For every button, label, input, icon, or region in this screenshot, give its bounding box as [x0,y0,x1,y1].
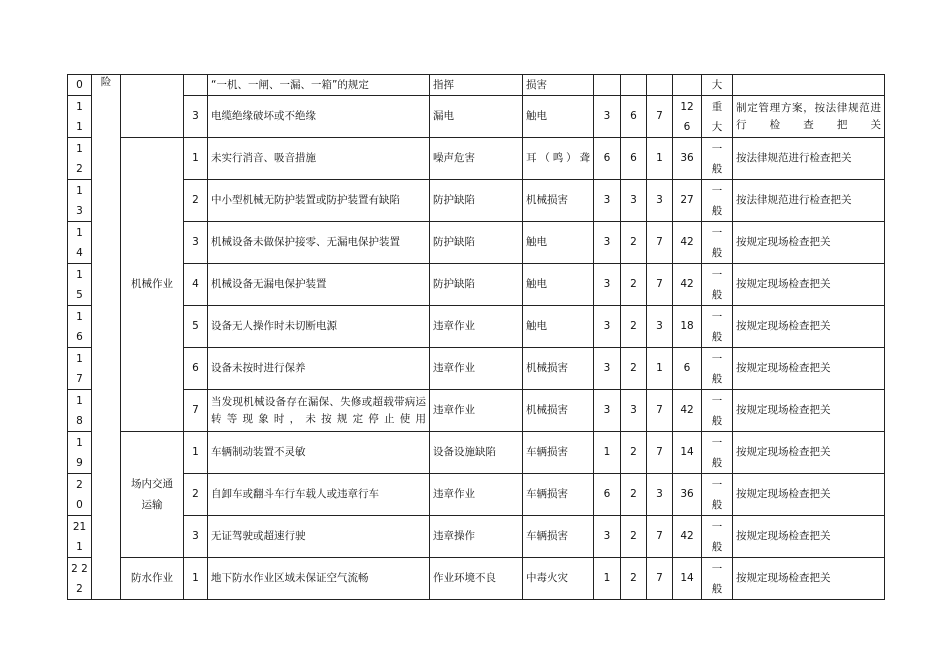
hazard-content: 当发现机械设备存在漏保、失修或超载带病运转等现象时，未按规定停止使用 [208,390,430,432]
row-number-digit: 6 [76,330,83,343]
hazard-content: 自卸车或翻斗车行车载人或违章行车 [208,474,430,516]
risk-level: 一般 [702,306,733,348]
risk-level: 一般 [702,264,733,306]
hazard-type: 防护缺陷 [430,180,523,222]
control-measure: 按规定现场检查把关 [733,348,885,390]
row-number [68,138,92,180]
score-e: 2 [621,306,647,348]
risk-level: 一般 [702,432,733,474]
table-row [68,474,885,516]
score-d: 18 [673,306,702,348]
group-mechanical: 机械作业 [121,138,184,432]
injury-type: 触电 [523,96,594,138]
hazard-type: 作业环境不良 [430,558,523,600]
score-c: 7 [647,558,673,600]
hazard-content: 机械设备无漏电保护装置 [208,264,430,306]
injury-type: 车辆损害 [523,474,594,516]
sub-number: 3 [184,96,208,138]
score-l: 3 [594,348,621,390]
hazard-content: 无证驾驶或超速行驶 [208,516,430,558]
row-number-digit: 1 [76,394,83,407]
sub-number: 4 [184,264,208,306]
hazard-content: 中小型机械无防护装置或防护装置有缺陷 [208,180,430,222]
sub-number: 3 [184,222,208,264]
row-number-digit: 1 [76,436,83,449]
risk-level: 一般 [702,390,733,432]
row-number-digit: 1 [76,268,83,281]
score-c: 3 [647,474,673,516]
score-c: 7 [647,222,673,264]
sub-number: 7 [184,390,208,432]
category-cell: 险 [92,75,121,600]
score-l: 6 [594,138,621,180]
hazard-content: 设备未按时进行保养 [208,348,430,390]
row-number [68,390,92,432]
score-d: 14 [673,432,702,474]
score-d: 42 [673,516,702,558]
row-number [68,264,92,306]
score-c: 1 [647,138,673,180]
row-number-digit: 2 2 [71,562,88,575]
row-number-digit: 1 [76,184,83,197]
score-d [673,75,702,96]
row-number [68,222,92,264]
row-number-digit: 1 [76,226,83,239]
hazard-type: 漏电 [430,96,523,138]
sub-number: 6 [184,348,208,390]
control-measure: 制定管理方案，按法律规范进行检查把关 [733,96,885,138]
injury-type: 触电 [523,222,594,264]
score-e: 2 [621,558,647,600]
score-e: 2 [621,264,647,306]
table-row [68,180,885,222]
table-row [68,96,885,138]
row-number-digit: 3 [76,204,83,217]
table-row [68,516,885,558]
risk-level: 一般 [702,180,733,222]
score-l: 3 [594,306,621,348]
risk-level: 一般 [702,474,733,516]
injury-type: 中毒火灾 [523,558,594,600]
score-l: 3 [594,390,621,432]
score-e: 3 [621,390,647,432]
row-number-digit: 1 [76,100,83,113]
hazard-type: 违章操作 [430,516,523,558]
hazard-type: 违章作业 [430,348,523,390]
row-number-digit: 0 [76,79,83,91]
score-e: 6 [621,138,647,180]
score-l: 3 [594,516,621,558]
sub-number [184,75,208,96]
row-number [68,306,92,348]
row-number [68,180,92,222]
risk-level: 一般 [702,516,733,558]
table-row [68,390,885,432]
sub-number: 2 [184,474,208,516]
hazard-content: “一机、一闸、一漏、一箱”的规定 [208,75,430,96]
control-measure: 按规定现场检查把关 [733,264,885,306]
table-row [68,432,885,474]
injury-type: 车辆损害 [523,432,594,474]
hazard-type: 指挥 [430,75,523,96]
score-l: 1 [594,558,621,600]
injury-type: 耳（鸣）聋 [523,138,594,180]
hazard-type: 防护缺陷 [430,264,523,306]
score-d: 14 [673,558,702,600]
risk-level: 重大 [702,96,733,138]
hazard-type: 设备设施缺陷 [430,432,523,474]
injury-type: 机械损害 [523,348,594,390]
hazard-content: 设备无人操作时未切断电源 [208,306,430,348]
table-row [68,558,885,600]
score-e: 2 [621,516,647,558]
score-d: 6 [673,348,702,390]
risk-level: 一般 [702,558,733,600]
score-d: 27 [673,180,702,222]
hazard-type: 违章作业 [430,390,523,432]
hazard-content: 机械设备未做保护接零、无漏电保护装置 [208,222,430,264]
sub-number: 1 [184,558,208,600]
control-measure: 按规定现场检查把关 [733,558,885,600]
score-c: 7 [647,516,673,558]
hazard-content: 地下防水作业区域未保证空气流畅 [208,558,430,600]
control-measure: 按规定现场检查把关 [733,390,885,432]
table-row [68,264,885,306]
score-l: 3 [594,222,621,264]
hazard-type: 噪声危害 [430,138,523,180]
score-d: 42 [673,222,702,264]
risk-level: 一般 [702,348,733,390]
injury-type: 机械损害 [523,180,594,222]
row-number [68,348,92,390]
control-measure: 按规定现场检查把关 [733,222,885,264]
score-l: 6 [594,474,621,516]
row-number-digit: 4 [76,246,83,259]
table-row [68,138,885,180]
sub-number: 1 [184,432,208,474]
control-measure: 按法律规范进行检查把关 [733,180,885,222]
sub-number: 5 [184,306,208,348]
score-l: 1 [594,432,621,474]
sub-number: 2 [184,180,208,222]
table-row [68,222,885,264]
row-number-digit: 8 [76,414,83,427]
row-number [68,75,92,96]
row-number-digit: 2 [76,582,83,595]
hazard-type: 违章作业 [430,306,523,348]
hazard-type: 违章作业 [430,474,523,516]
row-number-digit: 1 [76,352,83,365]
row-number-digit: 7 [76,372,83,385]
row-number-digit: 1 [76,142,83,155]
score-l: 3 [594,96,621,138]
group-empty [121,75,184,138]
hazard-content: 电缆绝缘破坏或不绝缘 [208,96,430,138]
row-number-digit: 1 [76,540,83,553]
row-number-digit: 21 [72,520,87,533]
group-waterproof: 防水作业 [121,558,184,600]
score-d: 126 [673,96,702,138]
row-number [68,474,92,516]
hazard-table [67,74,885,600]
score-e: 3 [621,180,647,222]
row-number [68,432,92,474]
table-row [68,306,885,348]
row-number-digit: 0 [76,498,83,511]
sub-number: 1 [184,138,208,180]
control-measure: 按规定现场检查把关 [733,474,885,516]
score-c: 7 [647,390,673,432]
score-c: 1 [647,348,673,390]
score-e: 2 [621,348,647,390]
table-row [68,348,885,390]
row-number-digit: 2 [76,478,83,491]
row-number-digit: 9 [76,456,83,469]
score-l: 3 [594,180,621,222]
score-e [621,75,647,96]
row-number-digit: 2 [76,162,83,175]
risk-level: 大 [702,75,733,96]
row-number [68,516,92,558]
group-traffic: 场内交通运输 [121,432,184,558]
injury-type: 车辆损害 [523,516,594,558]
control-measure: 按规定现场检查把关 [733,516,885,558]
score-c: 3 [647,306,673,348]
score-e: 2 [621,432,647,474]
score-l [594,75,621,96]
score-d: 36 [673,474,702,516]
score-e: 2 [621,474,647,516]
row-number-digit: 1 [76,120,83,133]
hazard-content: 未实行消音、吸音措施 [208,138,430,180]
control-measure [733,75,885,96]
injury-type: 触电 [523,306,594,348]
hazard-type: 防护缺陷 [430,222,523,264]
row-number-digit: 1 [76,310,83,323]
score-c: 7 [647,264,673,306]
hazard-content: 车辆制动装置不灵敏 [208,432,430,474]
control-measure: 按法律规范进行检查把关 [733,138,885,180]
injury-type: 损害 [523,75,594,96]
score-c [647,75,673,96]
risk-level: 一般 [702,222,733,264]
score-d: 42 [673,390,702,432]
control-measure: 按规定现场检查把关 [733,306,885,348]
row-number [68,96,92,138]
score-l: 3 [594,264,621,306]
injury-type: 触电 [523,264,594,306]
control-measure: 按规定现场检查把关 [733,432,885,474]
score-d: 42 [673,264,702,306]
score-d: 36 [673,138,702,180]
sub-number: 3 [184,516,208,558]
row-number [68,558,92,600]
table-row [68,75,885,96]
score-e: 6 [621,96,647,138]
score-c: 7 [647,96,673,138]
score-c: 7 [647,432,673,474]
injury-type: 机械损害 [523,390,594,432]
row-number-digit: 5 [76,288,83,301]
score-e: 2 [621,222,647,264]
risk-level: 一般 [702,138,733,180]
score-c: 3 [647,180,673,222]
